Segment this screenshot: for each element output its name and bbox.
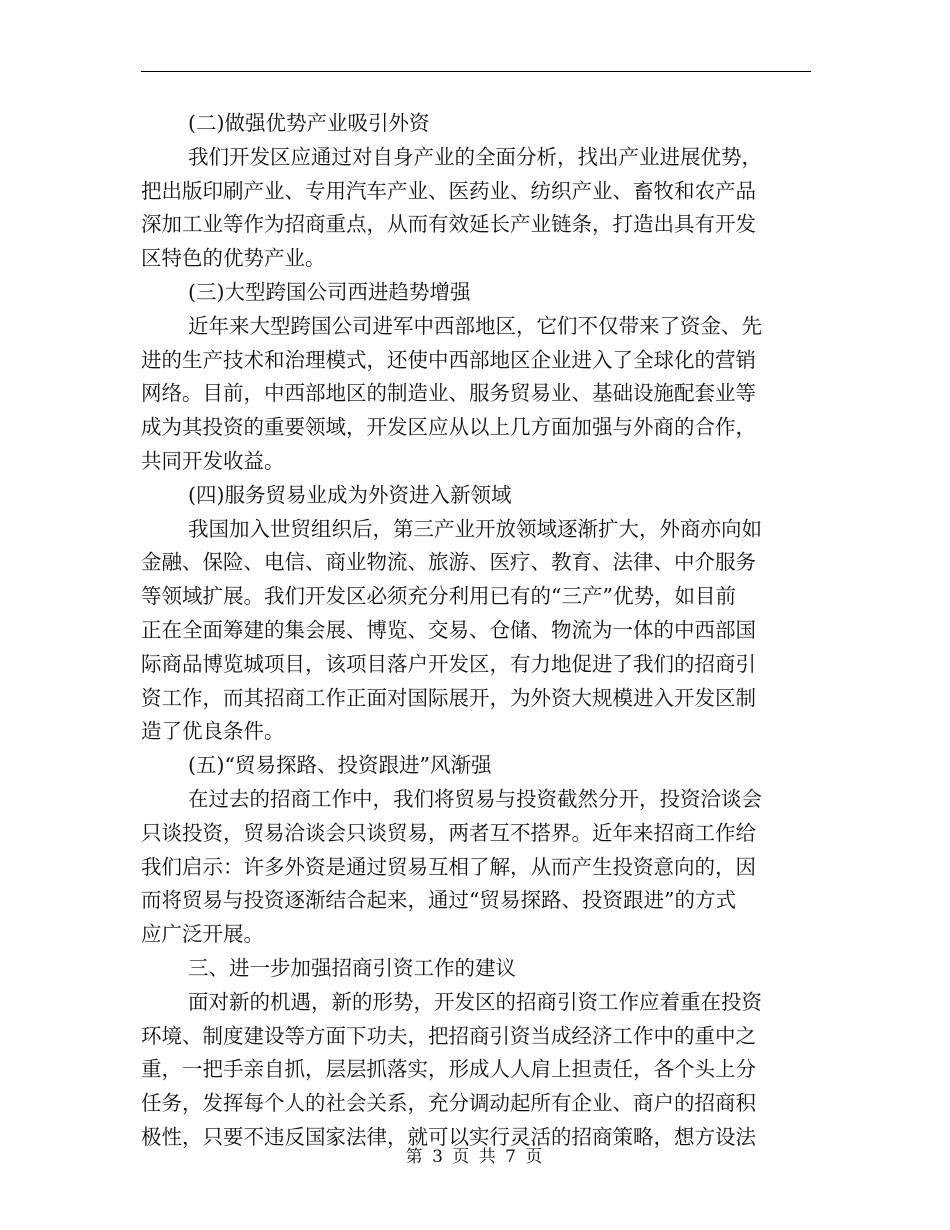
paragraph-line: 际商品博览城项目，该项目落户开发区，有力地促进了我们的招商引 <box>141 651 756 676</box>
header-rule <box>141 71 811 72</box>
paragraph-line: 网络。目前，中西部地区的制造业、服务贸易业、基础设施配套业等 <box>141 381 756 406</box>
paragraph-line: 只谈投资，贸易洽谈会只谈贸易，两者互不搭界。近年来招商工作给 <box>141 820 756 845</box>
paragraph-line: 环境、制度建设等方面下功夫，把招商引资当成经济工作中的重中之 <box>141 1023 756 1048</box>
paragraph-first-line: (五)“贸易探路、投资跟进”风渐强 <box>188 753 492 778</box>
paragraph-line: 把出版印刷产业、专用汽车产业、医药业、纺织产业、畜牧和农产品 <box>141 178 756 203</box>
paragraph-first-line: 面对新的机遇，新的形势，开发区的招商引资工作应着重在投资 <box>188 989 762 1014</box>
paragraph-first-line: 三、进一步加强招商引资工作的建议 <box>188 955 516 980</box>
paragraph-line: 重，一把手亲自抓，层层抓落实，形成人人肩上担责任，各个头上分 <box>141 1057 756 1082</box>
paragraph-first-line: 近年来大型跨国公司进军中西部地区，它们不仅带来了资金、先 <box>188 313 762 338</box>
paragraph-line: 应广泛开展。 <box>141 922 264 947</box>
paragraph-first-line: (四)服务贸易业成为外资进入新领域 <box>188 482 512 507</box>
paragraph-line: 等领域扩展。我们开发区必须充分利用已有的“三产”优势，如目前 <box>141 584 736 609</box>
paragraph-first-line: (三)大型跨国公司西进趋势增强 <box>188 279 471 304</box>
paragraph-line: 共同开发收益。 <box>141 448 285 473</box>
document-body <box>141 107 811 1155</box>
paragraph-first-line: 我国加入世贸组织后，第三产业开放领域逐渐扩大，外商亦向如 <box>188 516 762 541</box>
paragraph-line: 深加工业等作为招商重点，从而有效延长产业链条，打造出具有开发 <box>141 212 756 237</box>
paragraph-line: 任务，发挥每个人的社会关系，充分调动起所有企业、商户的招商积 <box>141 1091 756 1116</box>
paragraph-first-line: 在过去的招商工作中，我们将贸易与投资截然分开，投资洽谈会 <box>188 786 762 811</box>
paragraph-line: 我们启示：许多外资是通过贸易互相了解，从而产生投资意向的，因 <box>141 854 756 879</box>
paragraph-first-line: (二)做强优势产业吸引外资 <box>188 111 430 135</box>
paragraph-line: 造了优良条件。 <box>141 719 285 744</box>
paragraph-line: 区特色的优势产业。 <box>141 246 326 271</box>
page-number: 第 3 页 共 7 页 <box>405 1147 545 1167</box>
paragraph-line: 进的生产技术和治理模式，还使中西部地区企业进入了全球化的营销 <box>141 347 756 372</box>
paragraph-line: 资工作，而其招商工作正面对国际展开，为外资大规模进入开发区制 <box>141 685 756 710</box>
paragraph-line: 成为其投资的重要领域，开发区应从以上几方面加强与外商的合作， <box>141 415 756 440</box>
paragraph-line: 金融、保险、电信、商业物流、旅游、医疗、教育、法律、中介服务 <box>141 550 756 575</box>
paragraph-line: 极性，只要不违反国家法律，就可以实行灵活的招商策略，想方设法 <box>141 1124 756 1149</box>
paragraph-first-line: 我们开发区应通过对自身产业的全面分析，找出产业进展优势， <box>188 144 762 169</box>
paragraph-line: 正在全面筹建的集会展、博览、交易、仓储、物流为一体的中西部国 <box>141 617 756 642</box>
paragraph-line: 而将贸易与投资逐渐结合起来，通过“贸易探路、投资跟进”的方式 <box>141 888 736 913</box>
